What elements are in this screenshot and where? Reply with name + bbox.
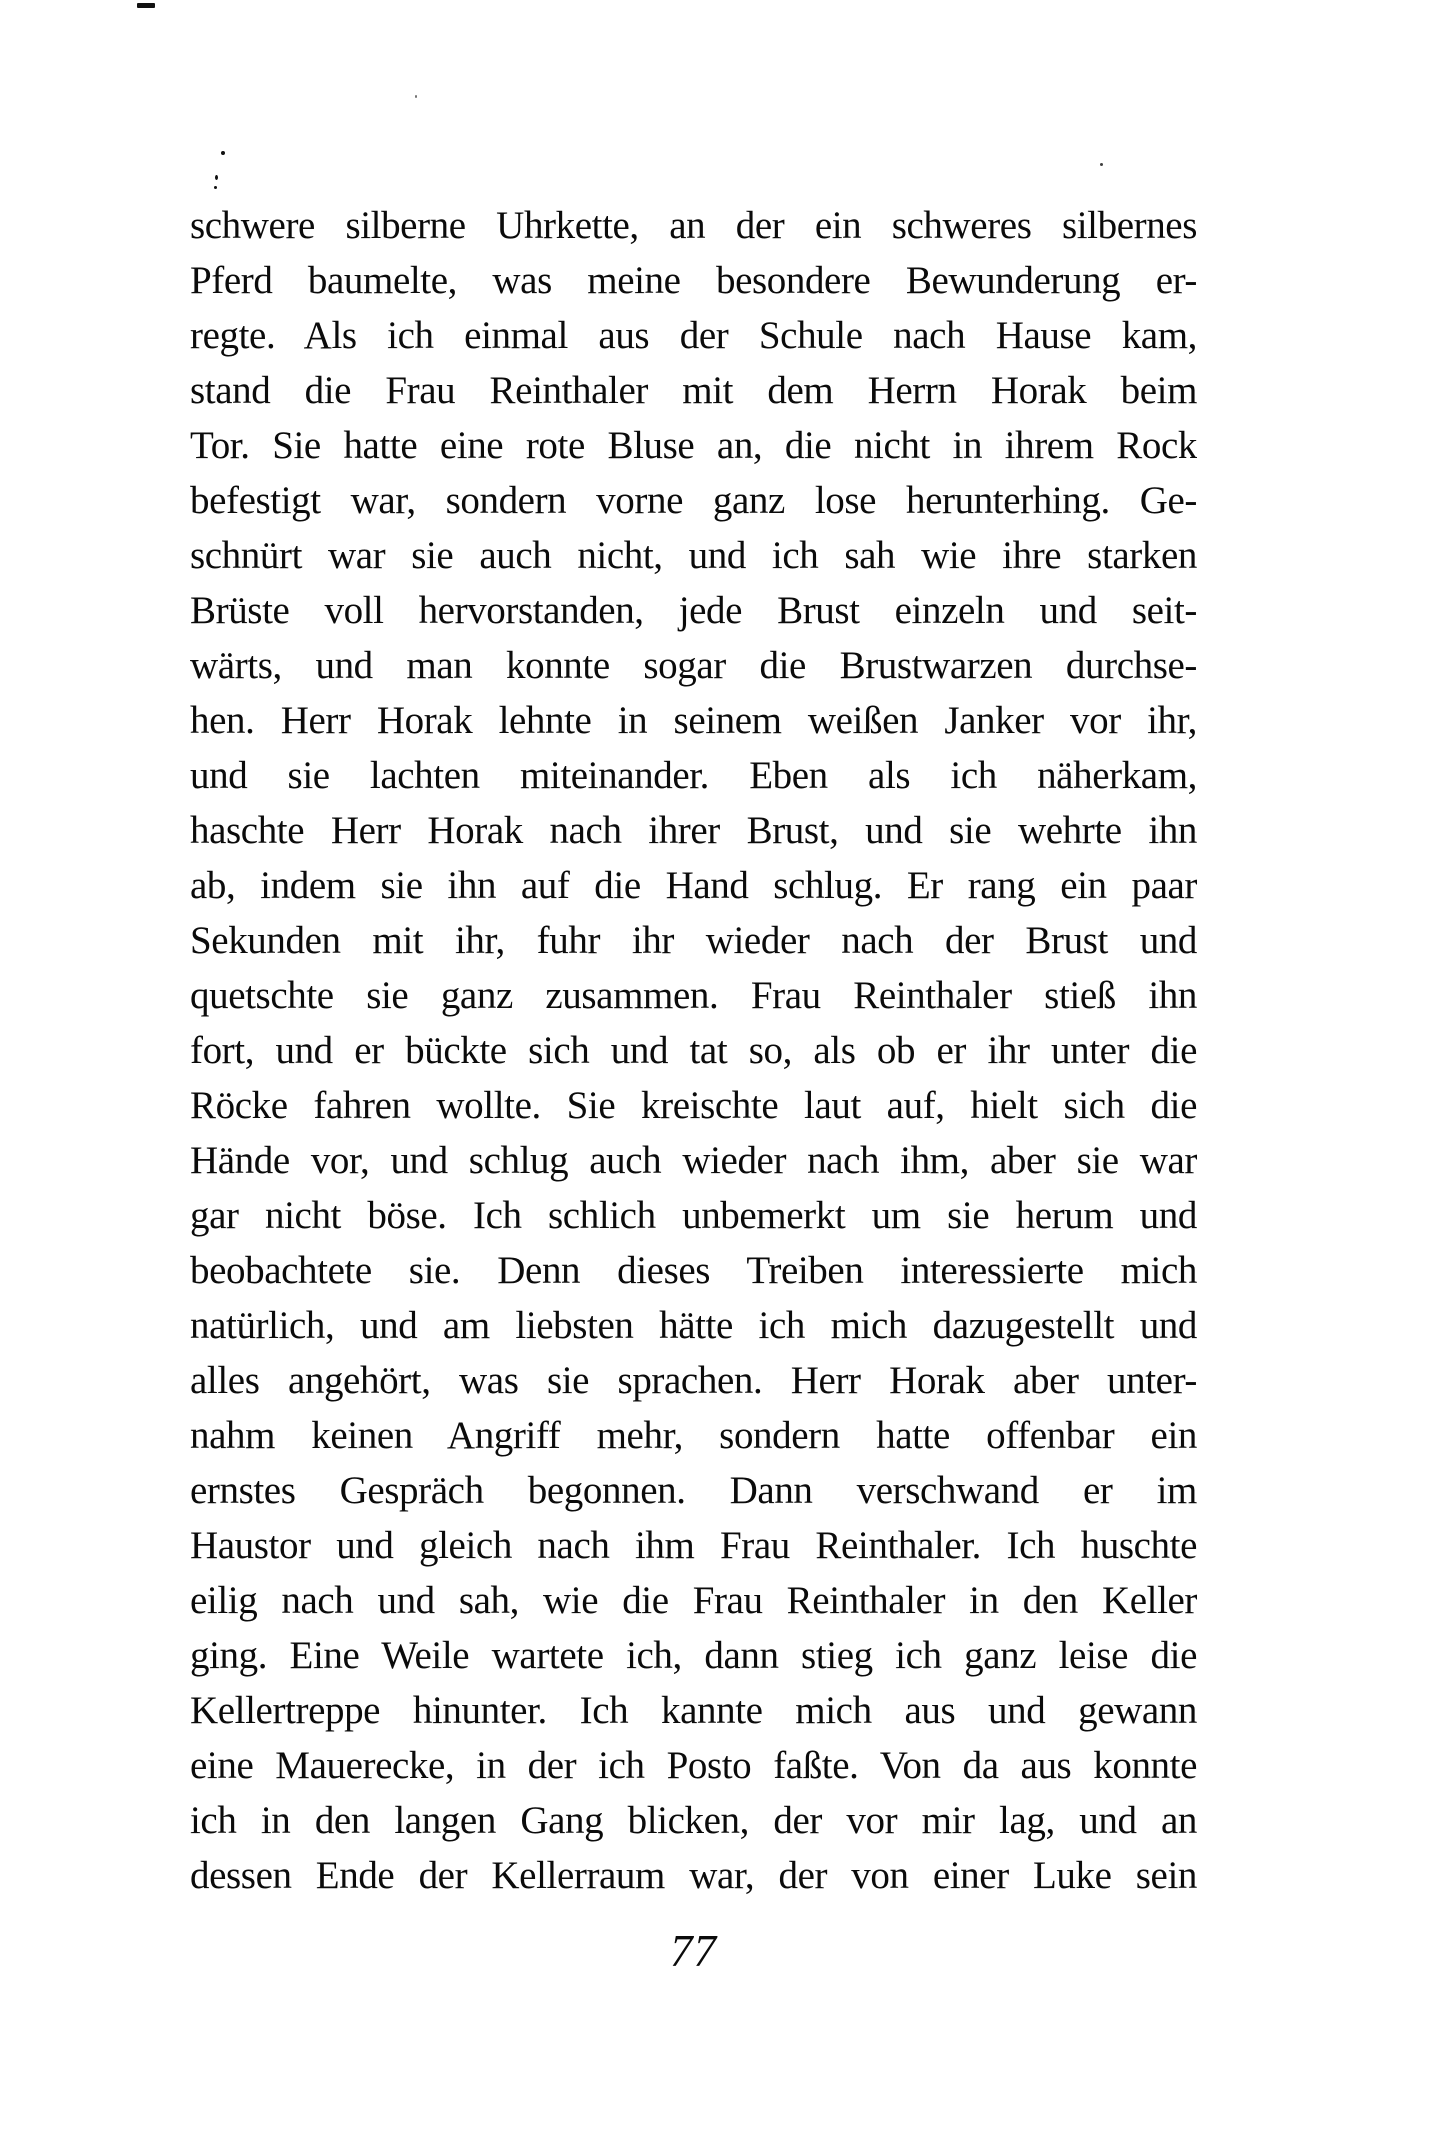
text-line: gar nicht böse. Ich schlich unbemerkt um sie herum und: [190, 1194, 1197, 1237]
text-line: ab, indem sie ihn auf die Hand schlug. Er rang ein paar: [190, 864, 1197, 907]
text-line: ernstes Gespräch begonnen. Dann verschwand er im: [190, 1469, 1197, 1512]
text-line: eine Mauerecke, in der ich Posto faßte. Von da aus konnte: [190, 1744, 1197, 1787]
text-line: regte. Als ich einmal aus der Schule nach Hause kam,: [190, 314, 1197, 357]
scan-artifact-dash: [137, 3, 155, 8]
text-line: Kellertreppe hinunter. Ich kannte mich aus und gewann: [190, 1689, 1197, 1732]
text-line: wärts, und man konnte sogar die Brustwarzen durchse-: [190, 644, 1197, 687]
scan-artifact-dot: [221, 151, 225, 155]
text-line: Hände vor, und schlug auch wieder nach ihm, aber sie war: [190, 1139, 1197, 1182]
text-line: Brüste voll hervorstanden, jede Brust einzeln und seit-: [190, 589, 1197, 632]
scan-artifact-dot: [1100, 163, 1103, 166]
text-line: beobachtete sie. Denn dieses Treiben interessierte mich: [190, 1249, 1197, 1292]
scan-artifact-dot: [214, 186, 217, 189]
text-line: schwere silberne Uhrkette, an der ein schweres silbernes: [190, 204, 1197, 247]
text-line: fort, und er bückte sich und tat so, als ob er ihr unter die: [190, 1029, 1197, 1072]
body-text: [190, 198, 1197, 1903]
scan-artifact-dot: [215, 175, 218, 180]
text-line: eilig nach und sah, wie die Frau Reinthaler in den Keller: [190, 1579, 1197, 1622]
text-line: Sekunden mit ihr, fuhr ihr wieder nach der Brust und: [190, 919, 1197, 962]
text-line: hen. Herr Horak lehnte in seinem weißen Janker vor ihr,: [190, 699, 1197, 742]
page-number: 77: [670, 1926, 717, 1976]
text-line: ich in den langen Gang blicken, der vor mir lag, und an: [190, 1799, 1197, 1842]
text-line: Röcke fahren wollte. Sie kreischte laut auf, hielt sich die: [190, 1084, 1197, 1127]
text-line: und sie lachten miteinander. Eben als ich näherkam,: [190, 754, 1197, 797]
text-line: Haustor und gleich nach ihm Frau Reinthaler. Ich huschte: [190, 1524, 1197, 1567]
text-line: Pferd baumelte, was meine besondere Bewunderung er-: [190, 259, 1197, 302]
text-line: befestigt war, sondern vorne ganz lose herunterhing. Ge-: [190, 479, 1197, 522]
text-line: alles angehört, was sie sprachen. Herr Horak aber unter-: [190, 1359, 1197, 1402]
text-line: dessen Ende der Kellerraum war, der von einer Luke sein: [190, 1854, 1197, 1897]
text-line: nahm keinen Angriff mehr, sondern hatte offenbar ein: [190, 1414, 1197, 1457]
text-line: stand die Frau Reinthaler mit dem Herrn Horak beim: [190, 369, 1197, 412]
text-line: Tor. Sie hatte eine rote Bluse an, die nicht in ihrem Rock: [190, 424, 1197, 467]
text-line: haschte Herr Horak nach ihrer Brust, und sie wehrte ihn: [190, 809, 1197, 852]
text-line: ging. Eine Weile wartete ich, dann stieg ich ganz leise die: [190, 1634, 1197, 1677]
text-line: quetschte sie ganz zusammen. Frau Reinthaler stieß ihn: [190, 974, 1197, 1017]
scan-artifact-dot: [415, 95, 417, 98]
text-line: natürlich, und am liebsten hätte ich mich dazugestellt und: [190, 1304, 1197, 1347]
text-line: schnürt war sie auch nicht, und ich sah wie ihre starken: [190, 534, 1197, 577]
